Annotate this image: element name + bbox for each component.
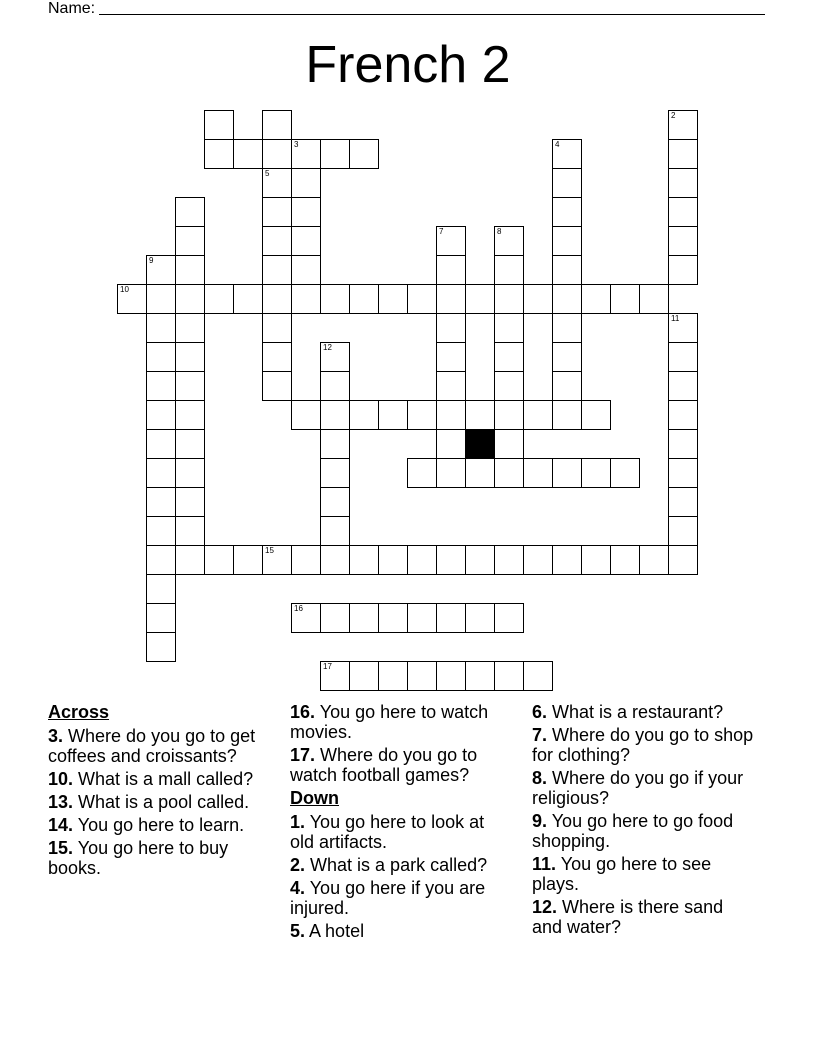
grid-cell[interactable] bbox=[552, 226, 582, 256]
grid-cell[interactable] bbox=[146, 284, 176, 314]
cell-number: 5 bbox=[265, 169, 270, 178]
grid-cell[interactable] bbox=[639, 284, 669, 314]
grid-cell[interactable] bbox=[668, 400, 698, 430]
across-clue bbox=[290, 745, 512, 785]
grid-cell[interactable] bbox=[639, 545, 669, 575]
clue-text: Where do you go to get coffees and croissants? bbox=[48, 726, 256, 766]
across-heading: Across bbox=[48, 702, 110, 722]
clue-column-3 bbox=[532, 702, 754, 940]
grid-cell[interactable] bbox=[465, 661, 495, 691]
down-clue bbox=[290, 855, 512, 875]
grid-cell[interactable] bbox=[668, 458, 698, 488]
grid-cell[interactable] bbox=[146, 342, 176, 372]
grid-cell[interactable] bbox=[262, 545, 292, 575]
clue-text: What is a pool called. bbox=[78, 792, 250, 812]
grid-cell[interactable] bbox=[407, 545, 437, 575]
grid-cell[interactable] bbox=[436, 429, 466, 459]
down-clue bbox=[290, 921, 512, 941]
clue-number: 9. bbox=[532, 811, 548, 831]
grid-cell[interactable] bbox=[291, 226, 321, 256]
cell-number: 11 bbox=[671, 314, 680, 323]
down-clue bbox=[532, 702, 754, 722]
grid-cell[interactable] bbox=[581, 458, 611, 488]
cell-number: 15 bbox=[265, 546, 274, 555]
grid-cell[interactable] bbox=[436, 661, 466, 691]
grid-cell[interactable] bbox=[175, 516, 205, 546]
clue-number: 2. bbox=[290, 855, 306, 875]
grid-cell[interactable] bbox=[146, 400, 176, 430]
clue-number: 15. bbox=[48, 838, 74, 858]
grid-cell[interactable] bbox=[668, 168, 698, 198]
grid-cell[interactable] bbox=[494, 284, 524, 314]
down-clue bbox=[532, 725, 754, 765]
grid-cell[interactable] bbox=[146, 545, 176, 575]
grid-cell[interactable] bbox=[668, 197, 698, 227]
grid-cell[interactable] bbox=[407, 603, 437, 633]
grid-cell[interactable] bbox=[668, 139, 698, 169]
grid-cell[interactable] bbox=[175, 458, 205, 488]
grid-cell[interactable] bbox=[436, 371, 466, 401]
cell-number: 16 bbox=[294, 604, 303, 613]
clue-number: 1. bbox=[290, 812, 306, 832]
grid-cell[interactable] bbox=[146, 313, 176, 343]
grid-cell[interactable] bbox=[175, 197, 205, 227]
grid-cell[interactable] bbox=[146, 603, 176, 633]
grid-cell[interactable] bbox=[204, 284, 234, 314]
grid-cell[interactable] bbox=[436, 313, 466, 343]
grid-cell[interactable] bbox=[581, 545, 611, 575]
down-heading: Down bbox=[290, 788, 339, 808]
grid-cell[interactable] bbox=[146, 632, 176, 662]
grid-cell[interactable] bbox=[436, 545, 466, 575]
grid-cell[interactable] bbox=[494, 661, 524, 691]
grid-cell[interactable] bbox=[436, 458, 466, 488]
grid-cell[interactable] bbox=[378, 603, 408, 633]
grid-cell[interactable] bbox=[668, 313, 698, 343]
clue-number: 5. bbox=[290, 921, 306, 941]
grid-cell[interactable] bbox=[610, 284, 640, 314]
grid-cell[interactable] bbox=[175, 226, 205, 256]
clue-number: 6. bbox=[532, 702, 548, 722]
grid-cell[interactable] bbox=[262, 168, 292, 198]
grid-cell[interactable] bbox=[668, 110, 698, 140]
grid-cell[interactable] bbox=[610, 545, 640, 575]
grid-cell[interactable] bbox=[146, 255, 176, 285]
grid-cell[interactable] bbox=[233, 284, 263, 314]
grid-cell[interactable] bbox=[349, 545, 379, 575]
grid-cell[interactable] bbox=[320, 371, 350, 401]
grid-cell[interactable] bbox=[175, 313, 205, 343]
grid-cell[interactable] bbox=[175, 429, 205, 459]
grid-cell[interactable] bbox=[436, 603, 466, 633]
grid-cell[interactable] bbox=[291, 139, 321, 169]
grid-cell[interactable] bbox=[668, 487, 698, 517]
clue-number: 11. bbox=[532, 854, 557, 874]
clue-text: What is a mall called? bbox=[78, 769, 254, 789]
grid-cell[interactable] bbox=[146, 371, 176, 401]
grid-cell[interactable] bbox=[320, 139, 350, 169]
grid-cell[interactable] bbox=[494, 255, 524, 285]
grid-cell[interactable] bbox=[175, 284, 205, 314]
grid-cell[interactable] bbox=[668, 545, 698, 575]
grid-cell[interactable] bbox=[262, 110, 292, 140]
clue-number: 10. bbox=[48, 769, 74, 789]
clue-number: 7. bbox=[532, 725, 548, 745]
grid-cell[interactable] bbox=[291, 400, 321, 430]
grid-cell[interactable] bbox=[494, 342, 524, 372]
grid-cell[interactable] bbox=[262, 371, 292, 401]
clue-text: A hotel bbox=[309, 921, 365, 941]
grid-cell[interactable] bbox=[552, 139, 582, 169]
clue-text: You go here to buy books. bbox=[48, 838, 229, 878]
grid-cell[interactable] bbox=[320, 400, 350, 430]
grid-cell[interactable] bbox=[378, 545, 408, 575]
grid-cell[interactable] bbox=[320, 284, 350, 314]
grid-cell[interactable] bbox=[465, 400, 495, 430]
grid-cell[interactable] bbox=[175, 487, 205, 517]
grid-cell[interactable] bbox=[175, 545, 205, 575]
clue-text: You go here to look at old artifacts. bbox=[290, 812, 485, 852]
grid-cell[interactable] bbox=[291, 255, 321, 285]
grid-cell[interactable] bbox=[349, 400, 379, 430]
clue-text: Where do you go to shop for clothing? bbox=[532, 725, 754, 765]
grid-cell[interactable] bbox=[175, 255, 205, 285]
down-clue bbox=[532, 811, 754, 851]
grid-cell[interactable] bbox=[175, 400, 205, 430]
grid-cell[interactable] bbox=[146, 574, 176, 604]
grid-cell[interactable] bbox=[552, 313, 582, 343]
cell-number: 8 bbox=[497, 227, 502, 236]
grid-cell[interactable] bbox=[581, 284, 611, 314]
grid-cell[interactable] bbox=[320, 342, 350, 372]
clue-text: Where is there sand and water? bbox=[532, 897, 724, 937]
clue-text: You go here to go food shopping. bbox=[532, 811, 734, 851]
cell-number: 12 bbox=[323, 343, 332, 352]
grid-cell[interactable] bbox=[117, 284, 147, 314]
grid-cell[interactable] bbox=[349, 284, 379, 314]
down-clue bbox=[290, 878, 512, 918]
clue-text: What is a park called? bbox=[310, 855, 488, 875]
cell-number: 9 bbox=[149, 256, 154, 265]
clue-text: You go here to see plays. bbox=[532, 854, 712, 894]
grid-cell[interactable] bbox=[552, 255, 582, 285]
grid-cell[interactable] bbox=[436, 342, 466, 372]
grid-cell[interactable] bbox=[552, 400, 582, 430]
grid-cell[interactable] bbox=[436, 400, 466, 430]
grid-cell[interactable] bbox=[668, 371, 698, 401]
grid-cell[interactable] bbox=[262, 342, 292, 372]
grid-cell[interactable] bbox=[552, 342, 582, 372]
grid-cell[interactable] bbox=[320, 603, 350, 633]
cell-number: 17 bbox=[323, 662, 332, 671]
grid-cell[interactable] bbox=[668, 342, 698, 372]
clue-number: 14. bbox=[48, 815, 74, 835]
grid-cell[interactable] bbox=[552, 284, 582, 314]
grid-cell[interactable] bbox=[668, 255, 698, 285]
grid-cell[interactable] bbox=[523, 545, 553, 575]
clue-text: You go here if you are injured. bbox=[290, 878, 486, 918]
grid-cell[interactable] bbox=[494, 371, 524, 401]
grid-cell[interactable] bbox=[320, 516, 350, 546]
page-title: French 2 bbox=[305, 36, 511, 94]
grid-cell[interactable] bbox=[320, 487, 350, 517]
grid-cell[interactable] bbox=[494, 400, 524, 430]
grid-cell[interactable] bbox=[291, 168, 321, 198]
grid-cell[interactable] bbox=[204, 139, 234, 169]
grid-cell[interactable] bbox=[320, 458, 350, 488]
grid-cell[interactable] bbox=[378, 661, 408, 691]
grid-cell[interactable] bbox=[436, 255, 466, 285]
grid-cell[interactable] bbox=[291, 603, 321, 633]
grid-cell[interactable] bbox=[465, 545, 495, 575]
grid-cell[interactable] bbox=[320, 429, 350, 459]
grid-cell[interactable] bbox=[494, 458, 524, 488]
cell-number: 7 bbox=[439, 227, 444, 236]
across-clue bbox=[48, 792, 268, 812]
grid-cell[interactable] bbox=[291, 545, 321, 575]
across-clue bbox=[48, 726, 268, 766]
clue-column-1 bbox=[48, 702, 268, 881]
grid-cell[interactable] bbox=[204, 110, 234, 140]
grid-cell[interactable] bbox=[465, 284, 495, 314]
grid-cell[interactable] bbox=[233, 139, 263, 169]
grid-cell[interactable] bbox=[523, 661, 553, 691]
grid-cell[interactable] bbox=[262, 313, 292, 343]
across-clue bbox=[48, 838, 268, 878]
grid-cell[interactable] bbox=[262, 226, 292, 256]
grid-cell[interactable] bbox=[262, 284, 292, 314]
grid-cell[interactable] bbox=[146, 429, 176, 459]
cell-number: 2 bbox=[671, 111, 676, 120]
grid-cell[interactable] bbox=[668, 516, 698, 546]
grid-cell[interactable] bbox=[262, 255, 292, 285]
clue-text: You go here to watch movies. bbox=[290, 702, 489, 742]
clue-number: 4. bbox=[290, 878, 306, 898]
clue-column-2 bbox=[290, 702, 512, 944]
grid-cell[interactable] bbox=[320, 545, 350, 575]
grid-cell[interactable] bbox=[465, 603, 495, 633]
down-clue bbox=[290, 812, 512, 852]
across-clue bbox=[290, 702, 512, 742]
grid-cell[interactable] bbox=[494, 226, 524, 256]
grid-cell[interactable] bbox=[233, 545, 263, 575]
grid-cell[interactable] bbox=[349, 139, 379, 169]
clue-text: Where do you go to watch football games? bbox=[290, 745, 478, 785]
grid-cell[interactable] bbox=[175, 371, 205, 401]
grid-cell[interactable] bbox=[436, 226, 466, 256]
cell-number: 10 bbox=[120, 285, 129, 294]
clue-number: 13. bbox=[48, 792, 74, 812]
grid-cell[interactable] bbox=[552, 545, 582, 575]
grid-cell[interactable] bbox=[204, 545, 234, 575]
clue-number: 16. bbox=[290, 702, 316, 722]
grid-cell[interactable] bbox=[523, 458, 553, 488]
across-clue bbox=[48, 769, 268, 789]
clue-number: 17. bbox=[290, 745, 316, 765]
grid-cell[interactable] bbox=[552, 168, 582, 198]
grid-cell[interactable] bbox=[668, 226, 698, 256]
grid-cell[interactable] bbox=[494, 603, 524, 633]
grid-cell[interactable] bbox=[610, 458, 640, 488]
grid-cell[interactable] bbox=[320, 661, 350, 691]
grid-cell[interactable] bbox=[668, 429, 698, 459]
grid-cell[interactable] bbox=[494, 313, 524, 343]
clue-text: Where do you go if your religious? bbox=[532, 768, 744, 808]
grid-cell[interactable] bbox=[146, 458, 176, 488]
grid-cell[interactable] bbox=[146, 487, 176, 517]
grid-cell[interactable] bbox=[436, 284, 466, 314]
down-clue bbox=[532, 897, 754, 937]
grid-cell[interactable] bbox=[523, 400, 553, 430]
grid-cell[interactable] bbox=[552, 458, 582, 488]
grid-cell[interactable] bbox=[581, 400, 611, 430]
black-square bbox=[465, 429, 495, 459]
grid-cell[interactable] bbox=[378, 284, 408, 314]
grid-cell[interactable] bbox=[262, 139, 292, 169]
grid-cell[interactable] bbox=[175, 342, 205, 372]
down-clue bbox=[532, 768, 754, 808]
grid-cell[interactable] bbox=[146, 516, 176, 546]
cell-number: 4 bbox=[555, 140, 560, 149]
grid-cell[interactable] bbox=[407, 661, 437, 691]
down-clue bbox=[532, 854, 754, 894]
grid-cell[interactable] bbox=[349, 661, 379, 691]
cell-number: 3 bbox=[294, 140, 299, 149]
grid-cell[interactable] bbox=[291, 284, 321, 314]
grid-cell[interactable] bbox=[407, 400, 437, 430]
grid-cell[interactable] bbox=[552, 197, 582, 227]
clue-text: You go here to learn. bbox=[77, 815, 245, 835]
clue-number: 12. bbox=[532, 897, 558, 917]
grid-cell[interactable] bbox=[523, 284, 553, 314]
name-label: Name: bbox=[48, 0, 96, 17]
clue-text: What is a restaurant? bbox=[552, 702, 724, 722]
grid-cell[interactable] bbox=[349, 603, 379, 633]
clue-number: 3. bbox=[48, 726, 64, 746]
grid-cell[interactable] bbox=[262, 197, 292, 227]
grid-cell[interactable] bbox=[494, 429, 524, 459]
grid-cell[interactable] bbox=[494, 545, 524, 575]
grid-cell[interactable] bbox=[291, 197, 321, 227]
grid-cell[interactable] bbox=[378, 400, 408, 430]
grid-cell[interactable] bbox=[407, 284, 437, 314]
grid-cell[interactable] bbox=[465, 458, 495, 488]
clue-number: 8. bbox=[532, 768, 548, 788]
grid-cell[interactable] bbox=[552, 371, 582, 401]
grid-cell[interactable] bbox=[407, 458, 437, 488]
across-clue bbox=[48, 815, 268, 835]
